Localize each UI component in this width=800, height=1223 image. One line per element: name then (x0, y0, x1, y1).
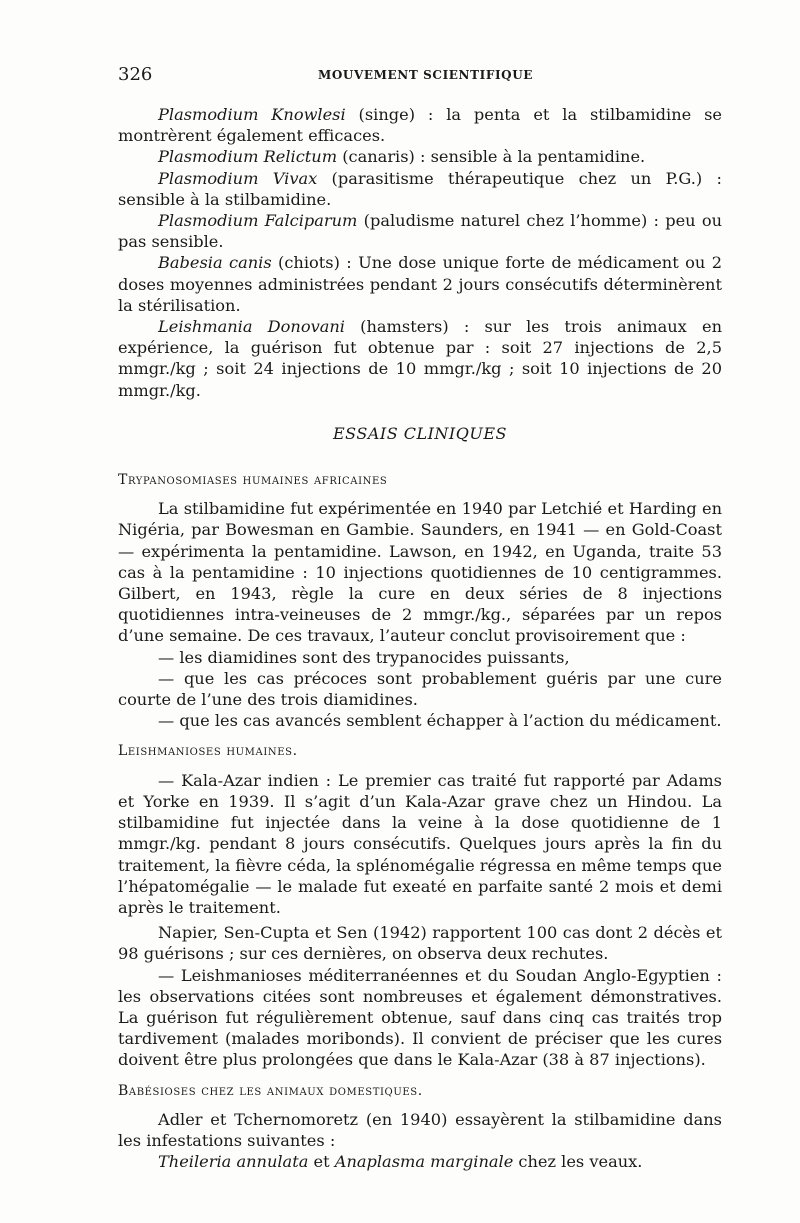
entry-text: (singe) : la penta et la stilbamidine se montrèrent également efficaces. (118, 105, 722, 146)
entry-plasmodium-knowlesi (118, 104, 722, 146)
paragraph: — Leishmanioses méditerranéennes et du Soudan Anglo-Egyptien : les observations citées sont nombreuses et également démonstratives. La guérison fut régulièrement obtenue, sauf dans cinq cas traités trop tardivement (malades moribonds). Il convient de préciser que les cures doivent être plus prolongées que dans le Kala-Azar (38 à 87 injections). (118, 965, 722, 1070)
paragraph: Adler et Tchernomoretz (en 1940) essayèrent la stilbamidine dans les infestations suivantes : (118, 1109, 722, 1150)
body-text (118, 104, 722, 1172)
entry-plasmodium-relictum (118, 146, 722, 167)
paragraph-final-line (118, 1151, 722, 1172)
entry-plasmodium-falciparum (118, 210, 722, 252)
paragraph: Napier, Sen-Cupta et Sen (1942) rapportent 100 cas dont 2 décès et 98 guérisons ; sur ces dernières, on observa deux rechutes. (118, 923, 722, 964)
taxon-name: Babesia canis (158, 253, 272, 273)
subsection-heading-leishmanioses: Leishmanioses humaines. (118, 743, 298, 760)
list-item: — les diamidines sont des trypanocides puissants, (158, 647, 570, 667)
page-header (118, 64, 722, 88)
taxon-name: Leishmania Donovani (158, 317, 345, 337)
entry-text: (hamsters) : sur les trois animaux en expérience, la guérison fut obtenue par : soit 27 injections de 2,5 mmgr./kg ; soit 24 injections de 10 mmgr./kg ; soit 10 injections de 20 mmgr./kg. (118, 317, 722, 400)
entry-text: (paludisme naturel chez l’homme) : peu ou pas sensible. (118, 211, 722, 252)
subsection-heading-babesioses: Babésioses chez les animaux domestiques. (118, 1082, 423, 1099)
entry-leishmania-donovani (118, 316, 722, 401)
taxon-name: Plasmodium Vivax (158, 168, 318, 188)
paragraph: La stilbamidine fut expérimentée en 1940 par Letchié et Harding en Nigéria, par Bowesman en Gambie. Saunders, en 1941 — en Gold-Coast — expérimenta la pentamidine. Lawson, en 1942, en Uganda, traite 53 cas à la pentamidine : 10 injections quotidiennes de 10 centigrammes. Gilbert, en 1943, règle la cure en deux séries de 8 injections quotidiennes intra-veineuses de 2 mmgr./kg., séparées par un repos d’une semaine. De ces travaux, l’auteur conclut provisoirement que : (118, 499, 722, 646)
entry-babesia-canis (118, 252, 722, 316)
taxon-name: Plasmodium Falciparum (158, 211, 358, 231)
taxon-name: Theileria annulata (158, 1152, 309, 1172)
entry-plasmodium-vivax (118, 168, 722, 210)
list-item: — que les cas avancés semblent échapper à l’action du médicament. (158, 711, 722, 731)
trailing-text: chez les veaux. (513, 1152, 643, 1172)
section-title: ESSAIS CLINIQUES (333, 423, 507, 443)
taxon-name: Plasmodium Relictum (158, 147, 338, 167)
page-number: 326 (118, 64, 153, 85)
entry-text: (parasitisme thérapeutique chez un P.G.) : sensible à la stilbamidine. (118, 168, 722, 209)
taxon-name: Anaplasma marginale (334, 1152, 514, 1172)
taxon-name: Plasmodium Knowlesi (158, 105, 346, 124)
connector-text: et (308, 1152, 335, 1172)
paragraph: — Kala-Azar indien : Le premier cas traité fut rapporté par Adams et Yorke en 1939. Il s’agit d’un Kala-Azar grave chez un Hindou. La stilbamidine fut injectée dans la veine à la dose quotidienne de 1 mmgr./kg. pendant 8 jours consécutifs. Quelques jours après la fin du traitement, la fièvre céda, la splénomégalie régressa en même temps que l’hépatomégalie — le malade fut exeaté en parfaite santé 2 mois et demi après le traitement. (118, 770, 722, 917)
list-item: — que les cas précoces sont probablement guéris par une cure courte de l’une des trois diamidines. (118, 668, 722, 710)
running-title: MOUVEMENT SCIENTIFIQUE (318, 68, 534, 82)
entry-text: (chiots) : Une dose unique forte de médicament ou 2 doses moyennes administrées pendant 2 jours consécutifs déterminèrent la stérilisation. (118, 253, 722, 315)
entry-text: (canaris) : sensible à la pentamidine. (337, 147, 646, 167)
subsection-heading-trypanosomiases: Trypanosomiases humaines africaines (118, 472, 388, 489)
